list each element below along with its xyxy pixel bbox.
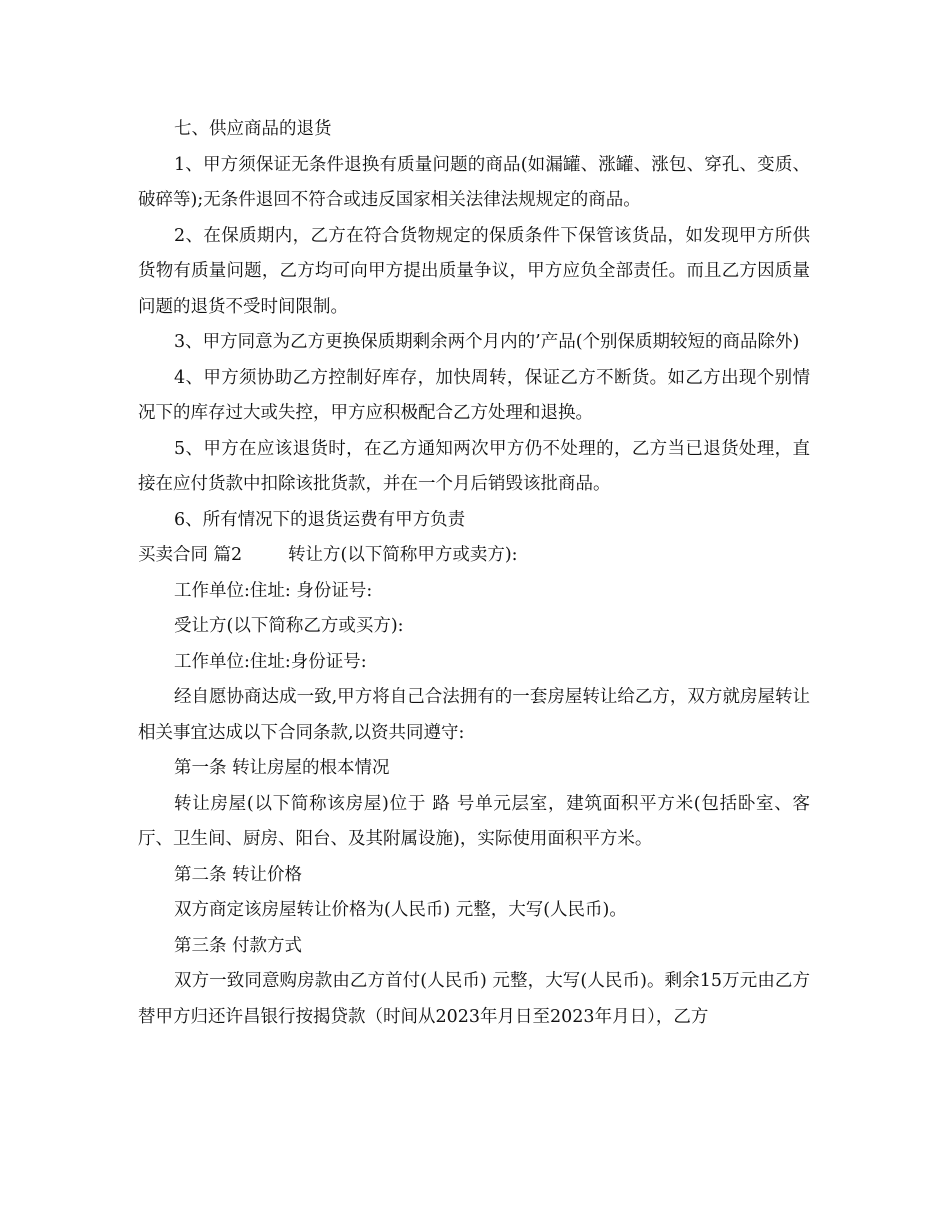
section-7-item-6: 6、所有情况下的退货运费有甲方负责 (174, 509, 466, 530)
article-2-body: 双方商定该房屋转让价格为(人民币) 元整，大写(人民币)。 (174, 900, 627, 920)
contract-2-header (138, 538, 810, 574)
article-1-title: 第一条 转让房屋的根本情况 (174, 758, 390, 778)
article-3-title: 第三条 付款方式 (174, 935, 303, 956)
article-1-body: 转让房屋(以下简称该房屋)位于 路 号单元层室，建筑面积平方米(包括卧室、客厅、卫生间、厨房、阳台、及其附属设施)，实际使用面积平方米。 (138, 793, 810, 849)
article-3-body: 双方一致同意购房款由乙方首付(人民币) 元整，大写(人民币)。剩余15万元由乙方替甲方归还许昌银行按揭贷款（时间从2023年月日至2023年月日），乙方 (138, 971, 810, 1027)
transferor-line: 转让方(以下简称甲方或卖方): (288, 545, 518, 565)
transferee-info: 工作单位:住址:身份证号: (174, 651, 367, 672)
article-2-title: 第二条 转让价格 (174, 864, 303, 885)
intro-paragraph: 经自愿协商达成一致,甲方将自己合法拥有的一套房屋转让给乙方，双方就房屋转让相关事宜达成以下合同条款,以资共同遵守: (138, 687, 810, 743)
transferor-info: 工作单位:住址: 身份证号: (174, 580, 373, 601)
section-7-item-4: 4、甲方须协助乙方控制好库存，加快周转，保证乙方不断货。如乙方出现个别情况下的库存过大或失控，甲方应积极配合乙方处理和退换。 (138, 367, 810, 423)
section-7-item-3: 3、甲方同意为乙方更换保质期剩余两个月内的’产品(个别保质期较短的商品除外) (174, 332, 800, 352)
document-page (138, 112, 810, 1035)
section-7-title: 七、供应商品的退货 (174, 119, 332, 139)
section-7-item-2: 2、在保质期内，乙方在符合货物规定的保质条件下保管该货品，如发现甲方所供货物有质量问题，乙方均可向甲方提出质量争议，甲方应负全部责任。而且乙方因质量问题的退货不受时间限制。 (138, 225, 810, 317)
contract-2-label: 买卖合同 篇2 (138, 545, 243, 565)
transferee-line: 受让方(以下简称乙方或买方): (174, 616, 404, 636)
section-7-item-1: 1、甲方须保证无条件退换有质量问题的商品(如漏罐、涨罐、涨包、穿孔、变质、破碎等);无条件退回不符合或违反国家相关法律法规规定的商品。 (138, 154, 810, 210)
section-7-item-5: 5、甲方在应该退货时，在乙方通知两次甲方仍不处理的，乙方当已退货处理，直接在应付货款中扣除该批货款，并在一个月后销毁该批商品。 (138, 438, 810, 494)
